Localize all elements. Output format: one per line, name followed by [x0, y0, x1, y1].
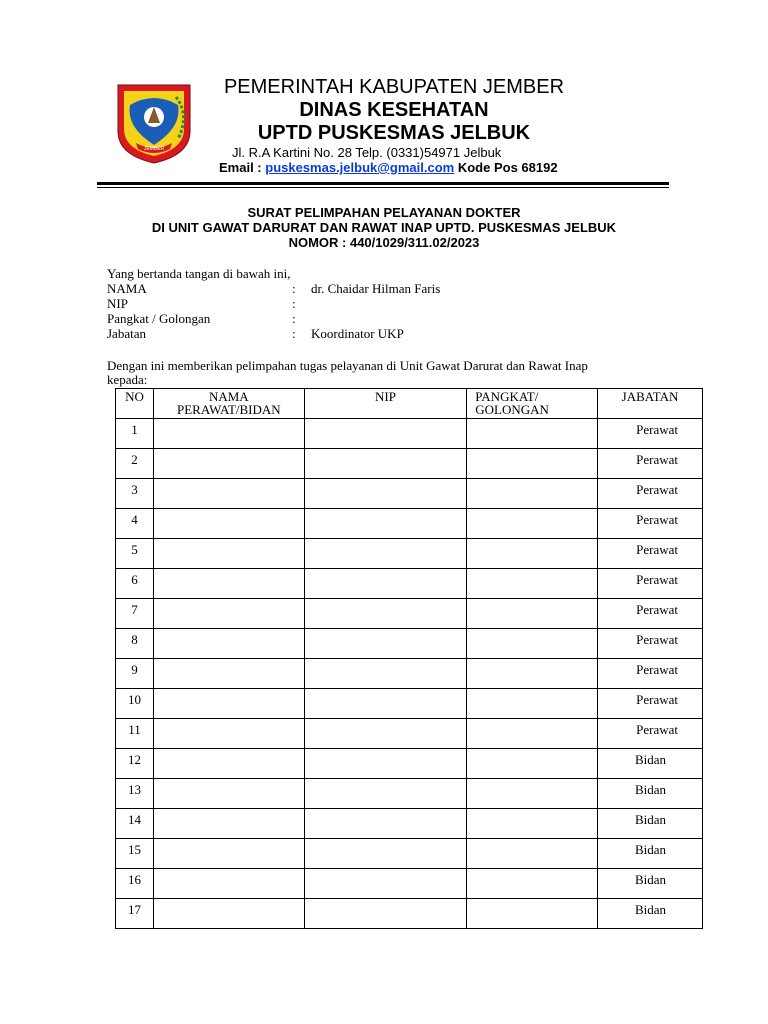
- cell-nama: [153, 809, 304, 839]
- cell-nip: [304, 599, 467, 629]
- cell-nip: [304, 419, 467, 449]
- cell-pangkat: [467, 539, 598, 569]
- cell-nip: [304, 779, 467, 809]
- header-pangkat: [467, 389, 598, 419]
- field-label-jabatan: Jabatan: [107, 326, 146, 341]
- delegation-table: [115, 388, 703, 929]
- cell-nama: [153, 899, 304, 929]
- cell-no: 17: [116, 899, 154, 929]
- cell-jabatan: Bidan: [598, 839, 703, 869]
- cell-pangkat: [467, 449, 598, 479]
- letterhead-divider-thin: [97, 187, 669, 188]
- cell-nip: [304, 659, 467, 689]
- letterhead-unit: UPTD PUSKESMAS JELBUK: [257, 122, 531, 144]
- cell-pangkat: [467, 569, 598, 599]
- cell-no: 16: [116, 869, 154, 899]
- cell-jabatan: Bidan: [598, 779, 703, 809]
- field-value-nama: dr. Chaidar Hilman Faris: [311, 281, 441, 296]
- cell-pangkat: [467, 419, 598, 449]
- letterhead-contact: [219, 160, 558, 175]
- cell-no: 5: [116, 539, 154, 569]
- cell-no: 3: [116, 479, 154, 509]
- cell-nip: [304, 899, 467, 929]
- cell-nip: [304, 629, 467, 659]
- cell-jabatan: Perawat: [598, 539, 703, 569]
- cell-nip: [304, 869, 467, 899]
- cell-pangkat: [467, 809, 598, 839]
- cell-jabatan: Bidan: [598, 809, 703, 839]
- document-title: SURAT PELIMPAHAN PELAYANAN DOKTER: [247, 205, 521, 220]
- delegation-text: Dengan ini memberikan pelimpahan tugas pelayanan di Unit Gawat Darurat dan Rawat Inap: [107, 358, 588, 373]
- table-row: [116, 689, 703, 719]
- document-number: NOMOR : 440/1029/311.02/2023: [288, 235, 480, 250]
- letterhead-government: PEMERINTAH KABUPATEN JEMBER: [223, 76, 565, 98]
- cell-no: 8: [116, 629, 154, 659]
- cell-jabatan: Bidan: [598, 749, 703, 779]
- cell-jabatan: Perawat: [598, 569, 703, 599]
- email-label: Email :: [219, 160, 266, 175]
- delegation-text-2: kepada:: [107, 372, 148, 387]
- cell-jabatan: Perawat: [598, 719, 703, 749]
- cell-nama: [153, 599, 304, 629]
- letterhead-department: DINAS KESEHATAN: [299, 99, 489, 121]
- cell-pangkat: [467, 899, 598, 929]
- header-nama-line1: NAMA: [208, 389, 249, 404]
- cell-jabatan: Perawat: [598, 509, 703, 539]
- table-row: [116, 419, 703, 449]
- postal-code: Kode Pos 68192: [454, 160, 558, 175]
- cell-no: 10: [116, 689, 154, 719]
- header-jabatan: JABATAN: [598, 389, 703, 419]
- cell-nama: [153, 539, 304, 569]
- cell-no: 12: [116, 749, 154, 779]
- cell-nama: [153, 779, 304, 809]
- header-no: NO: [116, 389, 154, 419]
- field-value-jabatan: Koordinator UKP: [311, 326, 404, 341]
- cell-no: 1: [116, 419, 154, 449]
- cell-jabatan: Perawat: [598, 689, 703, 719]
- cell-no: 9: [116, 659, 154, 689]
- intro-text: Yang bertanda tangan di bawah ini,: [107, 266, 291, 281]
- table-row: [116, 629, 703, 659]
- cell-no: 14: [116, 809, 154, 839]
- cell-nama: [153, 869, 304, 899]
- field-colon: :: [292, 311, 296, 326]
- cell-jabatan: Bidan: [598, 869, 703, 899]
- cell-no: 13: [116, 779, 154, 809]
- cell-pangkat: [467, 689, 598, 719]
- header-nama: [153, 389, 304, 419]
- cell-pangkat: [467, 719, 598, 749]
- cell-nama: [153, 839, 304, 869]
- field-colon: :: [292, 296, 296, 311]
- cell-nama: [153, 509, 304, 539]
- header-pangkat-line2: GOLONGAN: [475, 402, 549, 417]
- table-row: [116, 749, 703, 779]
- cell-nip: [304, 809, 467, 839]
- letterhead-divider: [97, 182, 669, 185]
- cell-pangkat: [467, 509, 598, 539]
- cell-no: 15: [116, 839, 154, 869]
- jember-regency-logo: [114, 83, 194, 165]
- table-row: [116, 659, 703, 689]
- table-row: [116, 719, 703, 749]
- cell-jabatan: Bidan: [598, 899, 703, 929]
- cell-pangkat: [467, 479, 598, 509]
- cell-nip: [304, 839, 467, 869]
- cell-no: 6: [116, 569, 154, 599]
- cell-nip: [304, 569, 467, 599]
- cell-no: 7: [116, 599, 154, 629]
- cell-nip: [304, 689, 467, 719]
- table-row: [116, 839, 703, 869]
- cell-nip: [304, 509, 467, 539]
- table-row: [116, 539, 703, 569]
- cell-nama: [153, 689, 304, 719]
- email-link[interactable]: puskesmas.jelbuk@gmail.com: [265, 160, 455, 175]
- header-nama-line2: PERAWAT/BIDAN: [176, 402, 281, 417]
- table-row: [116, 869, 703, 899]
- cell-jabatan: Perawat: [598, 659, 703, 689]
- cell-pangkat: [467, 779, 598, 809]
- table-row: [116, 599, 703, 629]
- cell-pangkat: [467, 869, 598, 899]
- cell-nama: [153, 569, 304, 599]
- cell-nama: [153, 719, 304, 749]
- cell-jabatan: Perawat: [598, 419, 703, 449]
- letterhead-address: Jl. R.A Kartini No. 28 Telp. (0331)54971 Jelbuk: [232, 145, 502, 160]
- cell-nip: [304, 479, 467, 509]
- table-row: [116, 479, 703, 509]
- table-row: [116, 899, 703, 929]
- cell-jabatan: Perawat: [598, 629, 703, 659]
- cell-nama: [153, 419, 304, 449]
- cell-pangkat: [467, 629, 598, 659]
- logo-text: JEMBER: [143, 146, 165, 152]
- field-colon: :: [292, 281, 296, 296]
- cell-no: 11: [116, 719, 154, 749]
- cell-nip: [304, 719, 467, 749]
- field-label-pangkat: Pangkat / Golongan: [107, 311, 211, 326]
- cell-nip: [304, 749, 467, 779]
- cell-jabatan: Perawat: [598, 599, 703, 629]
- document-subtitle: DI UNIT GAWAT DARURAT DAN RAWAT INAP UPTD. PUSKESMAS JELBUK: [151, 220, 617, 235]
- cell-pangkat: [467, 599, 598, 629]
- cell-nama: [153, 749, 304, 779]
- table-row: [116, 809, 703, 839]
- cell-no: 4: [116, 509, 154, 539]
- cell-nama: [153, 629, 304, 659]
- header-nip: NIP: [304, 389, 467, 419]
- cell-nama: [153, 479, 304, 509]
- table-row: [116, 779, 703, 809]
- table-header-row: [116, 389, 703, 419]
- table-row: [116, 509, 703, 539]
- cell-jabatan: Perawat: [598, 449, 703, 479]
- table-row: [116, 449, 703, 479]
- cell-pangkat: [467, 659, 598, 689]
- cell-pangkat: [467, 839, 598, 869]
- table-row: [116, 569, 703, 599]
- field-colon: :: [292, 326, 296, 341]
- cell-nip: [304, 449, 467, 479]
- header-pangkat-line1: PANGKAT/: [475, 389, 539, 404]
- cell-no: 2: [116, 449, 154, 479]
- field-label-nip: NIP: [107, 296, 128, 311]
- cell-jabatan: Perawat: [598, 479, 703, 509]
- field-label-nama: NAMA: [107, 281, 147, 296]
- cell-nama: [153, 449, 304, 479]
- cell-nip: [304, 539, 467, 569]
- cell-pangkat: [467, 749, 598, 779]
- cell-nama: [153, 659, 304, 689]
